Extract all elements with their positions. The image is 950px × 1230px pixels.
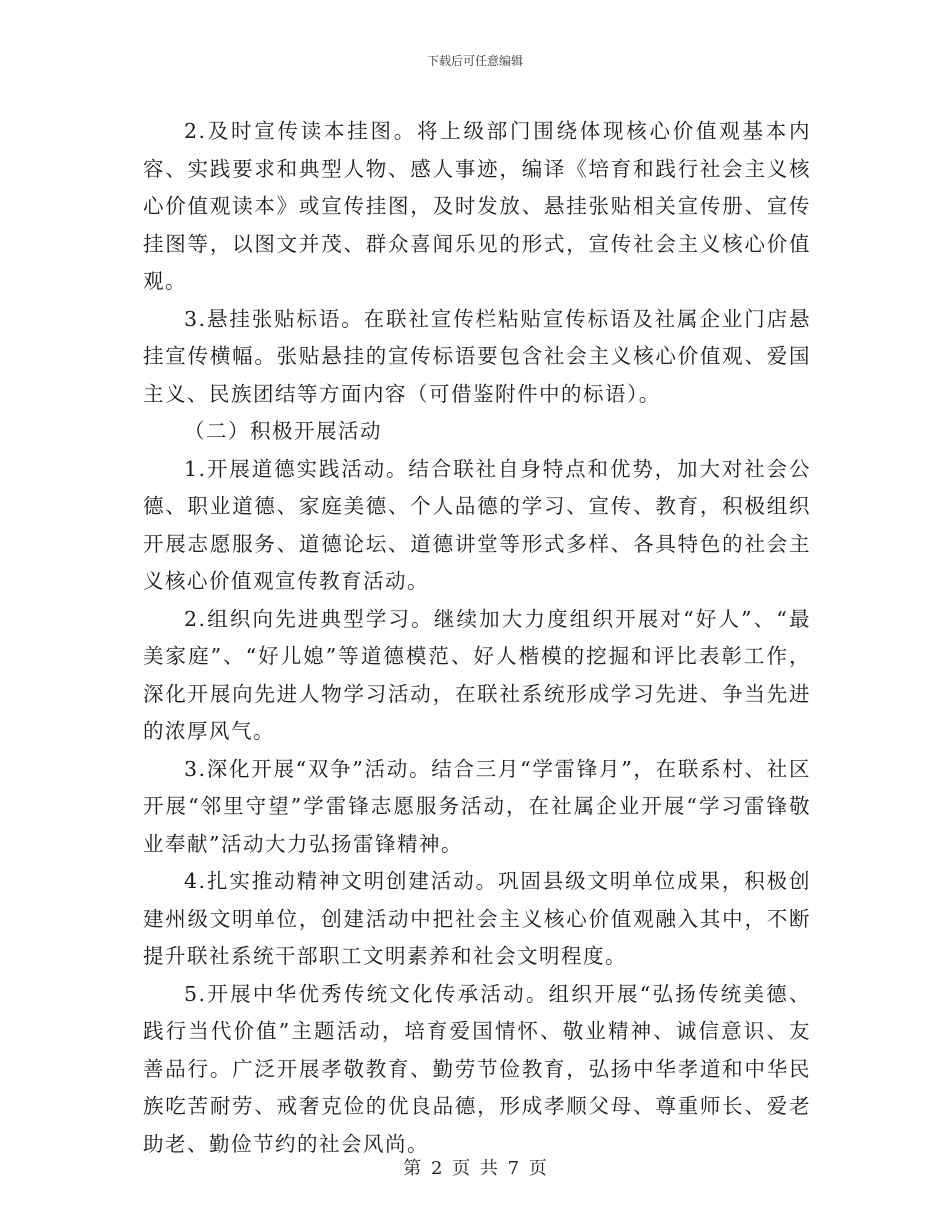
paragraph-1: 2.及时宣传读本挂图。将上级部门围绕体现核心价值观基本内容、实践要求和典型人物、感人事迹，编译《培育和践行社会主义核心价值观读本》或宣传挂图，及时发放、悬挂张贴相关宣传册、宣传挂图等，以图文并茂、群众喜闻乐见的形式，宣传社会主义核心价值观。 [143, 119, 811, 293]
paragraph-7: 5.开展中华优秀传统文化传承活动。组织开展“弘扬传统美德、践行当代价值”主题活动，培育爱国情怀、敬业精神、诚信意识、友善品行。广泛开展孝敬教育、勤劳节俭教育，弘扬中华孝道和中华民族吃苦耐劳、戒奢克俭的优良品德，形成孝顺父母、尊重师长、爱老助老、勤俭节约的社会风尚。 [143, 981, 811, 1156]
paragraph-4: 2.组织向先进典型学习。继续加大力度组织开展对“好人”、“最美家庭”、“好儿媳”等道德模范、好人楷模的挖掘和评比表彰工作，深化开展向先进人物学习活动，在联社系统形成学习先进、争当先进的浓厚风气。 [143, 606, 811, 743]
section-heading: （二）积极开展活动 [184, 419, 382, 443]
paragraph-2: 3.悬挂张贴标语。在联社宣传栏粘贴宣传标语及社属企业门店悬挂宣传横幅。张贴悬挂的宣传标语要包含社会主义核心价值观、爱国主义、民族团结等方面内容（可借鉴附件中的标语）。 [143, 306, 811, 406]
paragraph-5: 3.深化开展“双争”活动。结合三月“学雷锋月”，在联系村、社区开展“邻里守望”学雷锋志愿服务活动，在社属企业开展“学习雷锋敬业奉献”活动大力弘扬雷锋精神。 [143, 756, 811, 856]
paragraph-6: 4.扎实推动精神文明创建活动。巩固县级文明单位成果，积极创建州级文明单位，创建活动中把社会主义核心价值观融入其中，不断提升联社系统干部职工文明素养和社会文明程度。 [143, 869, 811, 968]
page-header: 下载后可任意编辑 [426, 54, 523, 68]
paragraph-3: 1.开展道德实践活动。结合联社自身特点和优势，加大对社会公德、职业道德、家庭美德、个人品德的学习、宣传、教育，积极组织开展志愿服务、道德论坛、道德讲堂等形式多样、各具特色的社会主义核心价值观宣传教育活动。 [143, 456, 811, 593]
document-body [143, 113, 811, 1163]
page-footer: 第 2 页 共 7 页 [403, 1158, 547, 1179]
